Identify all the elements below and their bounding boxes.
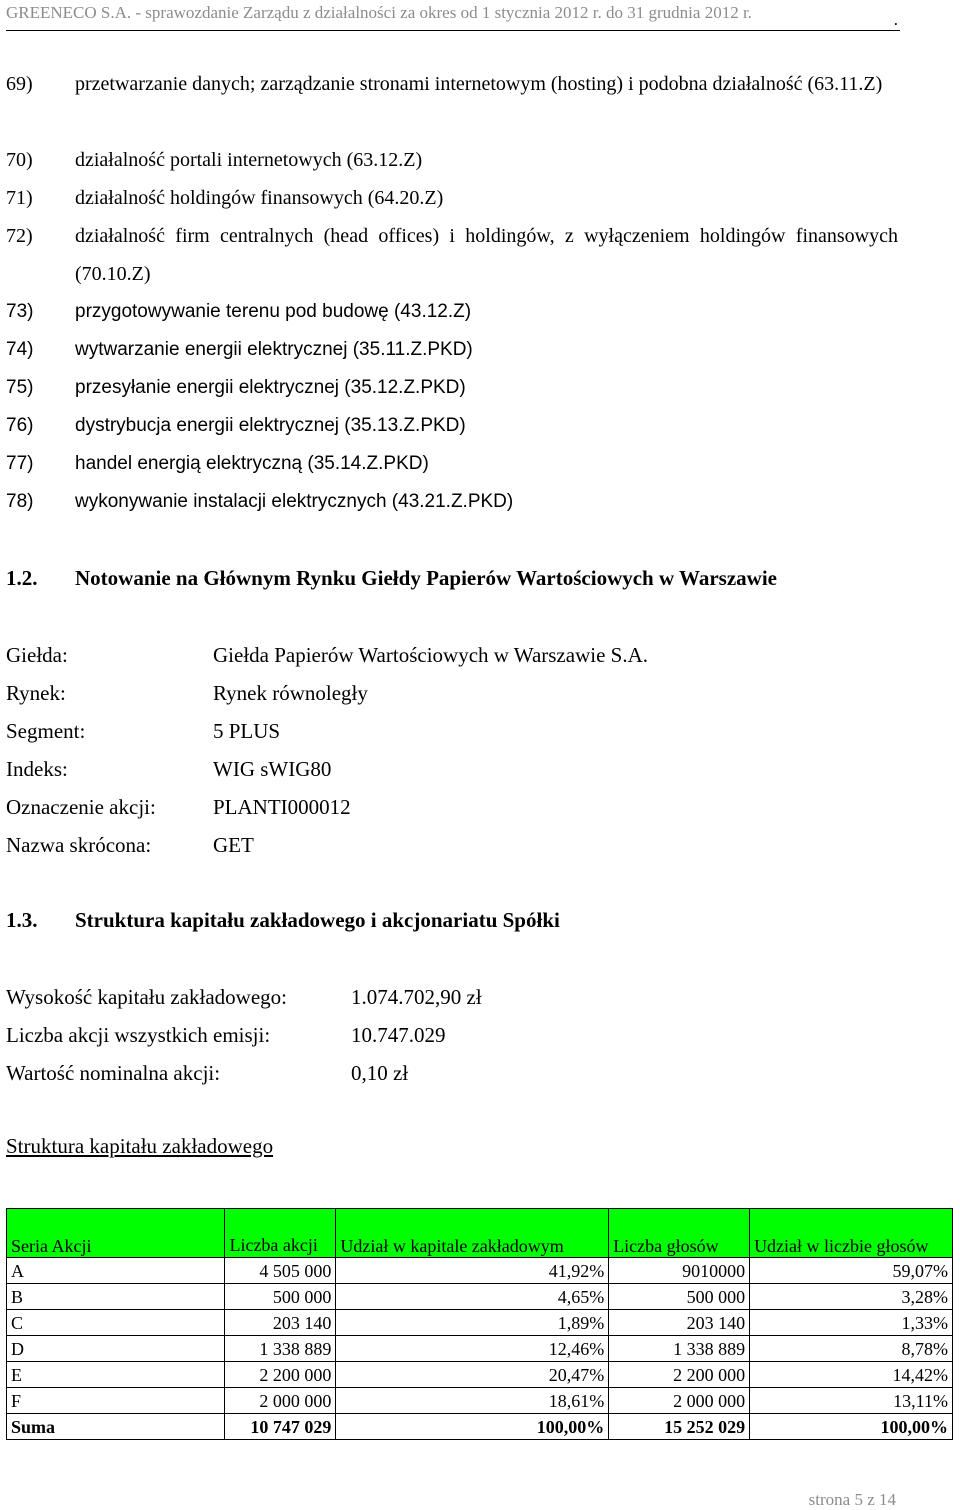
list-item-number: 72)	[6, 225, 33, 247]
vote-share-cell: 13,11%	[750, 1388, 953, 1414]
sum-label-cell: Suma	[7, 1414, 225, 1440]
info-label: Indeks:	[6, 757, 68, 781]
list-item-text: wykonywanie instalacji elektrycznych (43.21.Z.PKD)	[75, 491, 514, 512]
list-item-number: 70)	[6, 149, 33, 171]
section-number: 1.3.	[6, 908, 38, 932]
capital-share-cell: 4,65%	[336, 1284, 609, 1310]
info-value: Giełda Papierów Wartościowych w Warszawie S.A.	[213, 643, 648, 667]
list-item-number: 76)	[6, 415, 34, 436]
votes-cell: 9010000	[609, 1258, 750, 1284]
list-item-text: działalność firm centralnych (head offices) i holdingów, z wyłączeniem holdingów finansowych (70.10.Z)	[75, 225, 898, 285]
list-item-text: działalność holdingów finansowych (64.20.Z)	[75, 187, 444, 209]
list-item-number: 75)	[6, 377, 34, 398]
header-cell-capital-share: Udział w kapitale zakładowym	[336, 1209, 609, 1258]
series-cell: B	[7, 1284, 225, 1310]
series-cell: F	[7, 1388, 225, 1414]
section-title: Notowanie na Głównym Rynku Giełdy Papierów Wartościowych w Warszawie	[75, 566, 777, 590]
sum-votes-cell: 15 252 029	[609, 1414, 750, 1440]
page-number: strona 5 z 14	[808, 1490, 896, 1509]
shares-cell: 1 338 889	[225, 1336, 336, 1362]
table-row	[7, 1362, 953, 1388]
table-header-row	[7, 1209, 953, 1258]
vote-share-cell: 3,28%	[750, 1284, 953, 1310]
list-item-text: wytwarzanie energii elektrycznej (35.11.Z.PKD)	[75, 339, 473, 360]
capital-label: Wysokość kapitału zakładowego:	[6, 985, 287, 1009]
vote-share-cell: 1,33%	[750, 1310, 953, 1336]
header-cell-series: Seria Akcji	[7, 1209, 225, 1258]
header-dot: .	[893, 10, 898, 29]
header-cell-shares: Liczba akcji	[225, 1209, 336, 1258]
page-header	[6, 0, 900, 31]
capital-share-cell: 1,89%	[336, 1310, 609, 1336]
capital-share-cell: 18,61%	[336, 1388, 609, 1414]
list-item-number: 73)	[6, 301, 34, 322]
votes-cell: 1 338 889	[609, 1336, 750, 1362]
sum-shares-cell: 10 747 029	[225, 1414, 336, 1440]
votes-cell: 2 200 000	[609, 1362, 750, 1388]
list-item-text: dystrybucja energii elektrycznej (35.13.Z.PKD)	[75, 415, 466, 436]
capital-value: 0,10 zł	[351, 1061, 409, 1085]
shares-cell: 203 140	[225, 1310, 336, 1336]
section-title: Struktura kapitału zakładowego i akcjonariatu Spółki	[75, 908, 560, 932]
capital-label: Wartość nominalna akcji:	[6, 1061, 221, 1085]
capital-share-cell: 41,92%	[336, 1258, 609, 1284]
info-label: Giełda:	[6, 643, 68, 667]
series-cell: A	[7, 1258, 225, 1284]
table-row	[7, 1310, 953, 1336]
info-label: Oznaczenie akcji:	[6, 795, 156, 819]
votes-cell: 500 000	[609, 1284, 750, 1310]
info-value: WIG sWIG80	[213, 757, 332, 781]
list-item-text: przygotowywanie terenu pod budowę (43.12.Z)	[75, 301, 472, 322]
header-cell-vote-share: Udział w liczbie głosów	[750, 1209, 953, 1258]
sum-capital-share-cell: 100,00%	[336, 1414, 609, 1440]
shares-cell: 500 000	[225, 1284, 336, 1310]
info-label: Segment:	[6, 719, 86, 743]
info-value: 5 PLUS	[213, 719, 281, 743]
table-row	[7, 1388, 953, 1414]
info-value: PLANTI000012	[213, 795, 351, 819]
list-item-text: przesyłanie energii elektrycznej (35.12.Z.PKD)	[75, 377, 466, 398]
vote-share-cell: 8,78%	[750, 1336, 953, 1362]
section-number: 1.2.	[6, 566, 38, 590]
vote-share-cell: 59,07%	[750, 1258, 953, 1284]
shares-cell: 2 000 000	[225, 1388, 336, 1414]
list-item-text: działalność portali internetowych (63.12.Z)	[75, 149, 423, 171]
table-row	[7, 1258, 953, 1284]
capital-share-cell: 20,47%	[336, 1362, 609, 1388]
list-item-text: przetwarzanie danych; zarządzanie stronami internetowym (hosting) i podobna działalność (63.11.Z)	[75, 73, 883, 95]
structure-title: Struktura kapitału zakładowego	[6, 1134, 274, 1158]
info-value: GET	[213, 833, 254, 857]
list-item-text: handel energią elektryczną (35.14.Z.PKD)	[75, 453, 429, 474]
header-title: GREENECO S.A. - sprawozdanie Zarządu z działalności za okres od 1 stycznia 2012 r. do 31 grudnia 2012 r.	[6, 3, 752, 22]
capital-share-cell: 12,46%	[336, 1336, 609, 1362]
series-cell: E	[7, 1362, 225, 1388]
votes-cell: 2 000 000	[609, 1388, 750, 1414]
series-cell: C	[7, 1310, 225, 1336]
table-row	[7, 1336, 953, 1362]
capital-value: 10.747.029	[351, 1023, 446, 1047]
list-item-number: 74)	[6, 339, 34, 360]
series-cell: D	[7, 1336, 225, 1362]
list-item-number: 69)	[6, 73, 33, 95]
table-row	[7, 1284, 953, 1310]
info-label: Rynek:	[6, 681, 66, 705]
table-sum-row	[7, 1414, 953, 1440]
votes-cell: 203 140	[609, 1310, 750, 1336]
list-item-number: 78)	[6, 491, 34, 512]
info-label: Nazwa skrócona:	[6, 833, 152, 857]
info-value: Rynek równoległy	[213, 681, 368, 705]
header-cell-votes: Liczba głosów	[609, 1209, 750, 1258]
sum-vote-share-cell: 100,00%	[750, 1414, 953, 1440]
capital-value: 1.074.702,90 zł	[351, 985, 482, 1009]
vote-share-cell: 14,42%	[750, 1362, 953, 1388]
list-item-number: 77)	[6, 453, 34, 474]
list-item-number: 71)	[6, 187, 33, 209]
shares-cell: 2 200 000	[225, 1362, 336, 1388]
capital-label: Liczba akcji wszystkich emisji:	[6, 1023, 271, 1047]
shares-cell: 4 505 000	[225, 1258, 336, 1284]
capital-structure-table	[6, 1208, 953, 1440]
